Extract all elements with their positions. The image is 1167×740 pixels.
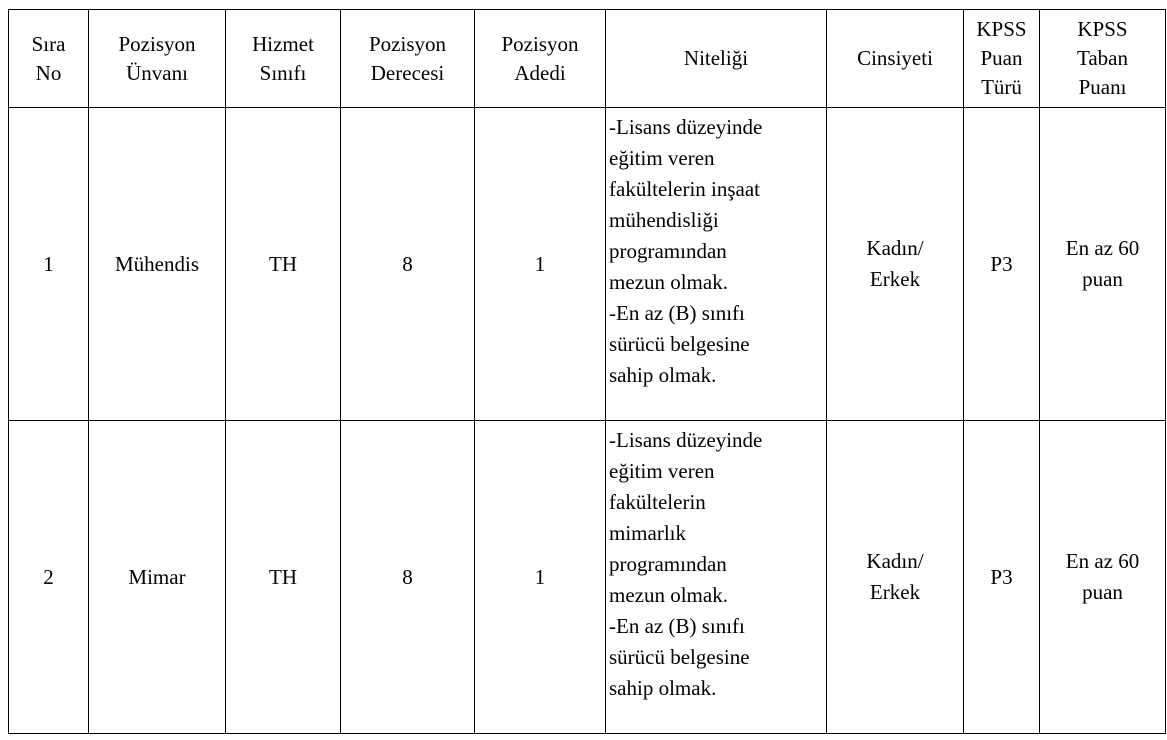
table-row (9, 421, 1166, 734)
header-sira-no: Sıra No (9, 10, 89, 108)
cell-derece: 8 (341, 108, 475, 421)
cell-puan-turu: P3 (964, 421, 1040, 734)
cell-sira-no: 2 (9, 421, 89, 734)
header-kpss-puan-turu: KPSS Puan Türü (964, 10, 1040, 108)
cell-hizmet-sinifi: TH (226, 108, 341, 421)
cell-nitelik: -Lisans düzeyinde eğitim veren fakültelerin mimarlık programından mezun olmak. -En az (B) sınıfı sürücü belgesine sahip olmak. (606, 421, 827, 734)
positions-table (8, 9, 1166, 734)
cell-adet: 1 (475, 421, 606, 734)
cell-puan-turu: P3 (964, 108, 1040, 421)
header-pozisyon-derecesi: Pozisyon Derecesi (341, 10, 475, 108)
cell-derece: 8 (341, 421, 475, 734)
header-kpss-taban-puani: KPSS Taban Puanı (1040, 10, 1166, 108)
cell-nitelik: -Lisans düzeyinde eğitim veren fakültelerin inşaat mühendisliği programından mezun olmak. -En az (B) sınıfı sürücü belgesine sahip olmak. (606, 108, 827, 421)
header-row (9, 10, 1166, 108)
cell-unvan: Mühendis (89, 108, 226, 421)
cell-sira-no: 1 (9, 108, 89, 421)
cell-hizmet-sinifi: TH (226, 421, 341, 734)
cell-taban-puan: En az 60 puan (1040, 421, 1166, 734)
cell-cinsiyet: Kadın/ Erkek (827, 108, 964, 421)
header-pozisyon-unvani: Pozisyon Ünvanı (89, 10, 226, 108)
cell-unvan: Mimar (89, 421, 226, 734)
header-pozisyon-adedi: Pozisyon Adedi (475, 10, 606, 108)
header-niteligi: Niteliği (606, 10, 827, 108)
header-cinsiyeti: Cinsiyeti (827, 10, 964, 108)
header-hizmet-sinifi: Hizmet Sınıfı (226, 10, 341, 108)
cell-cinsiyet: Kadın/ Erkek (827, 421, 964, 734)
cell-adet: 1 (475, 108, 606, 421)
table-row (9, 108, 1166, 421)
cell-taban-puan: En az 60 puan (1040, 108, 1166, 421)
